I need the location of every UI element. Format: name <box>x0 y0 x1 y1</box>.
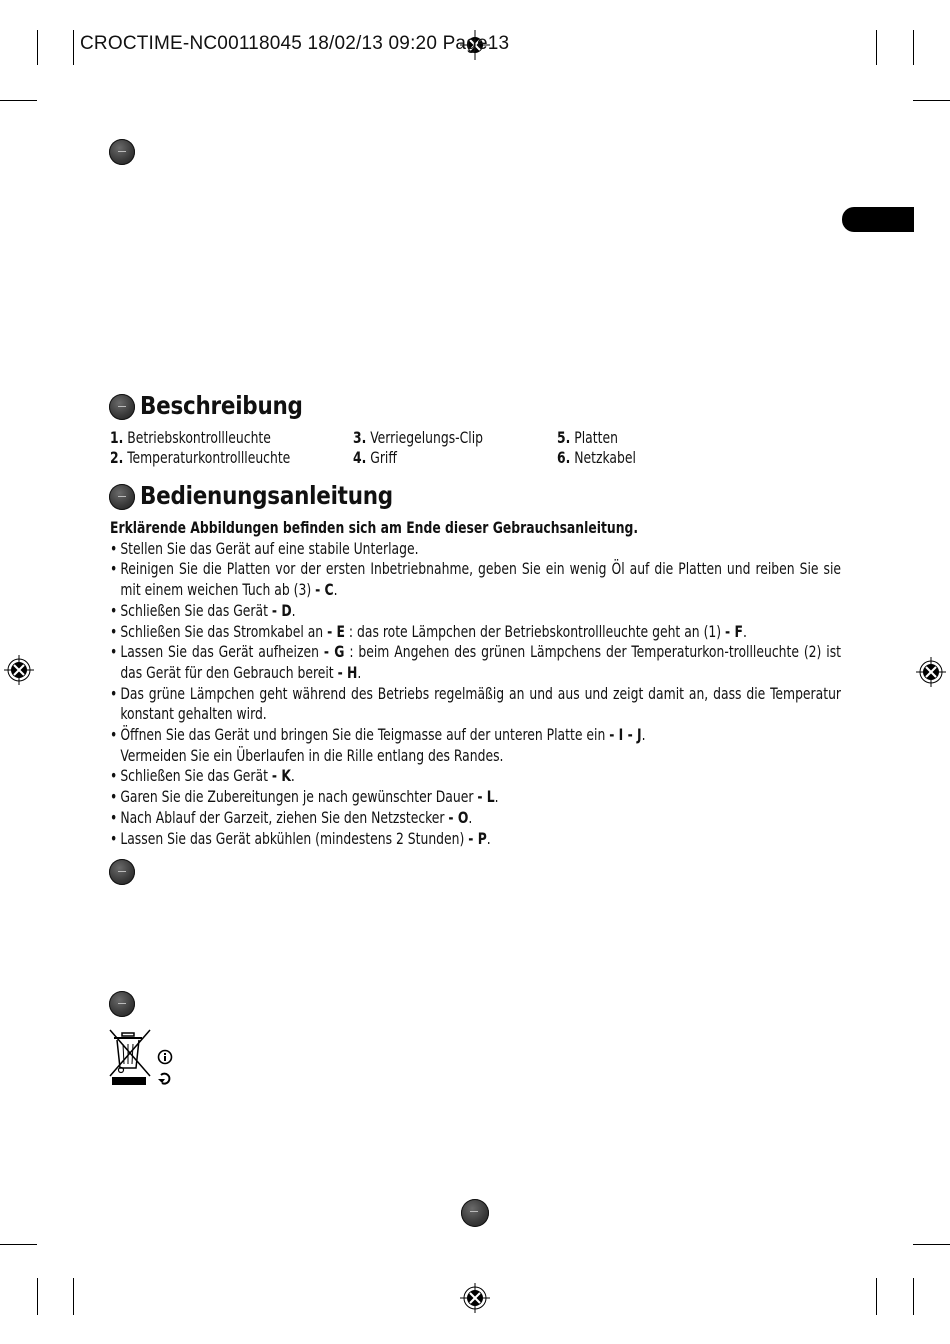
instructions-intro: Erklärende Abbildungen befinden sich am Ende dieser Gebrauchsanleitung. <box>110 518 639 537</box>
recycle-arrow-icon <box>157 1070 173 1086</box>
instruction-bullet: • Schließen Sie das Gerät - D. <box>110 601 841 622</box>
instructions-body <box>110 518 841 849</box>
section-bullet-icon <box>109 139 135 165</box>
description-item <box>353 448 397 469</box>
item-label: Griff <box>370 448 397 467</box>
section-bullet-icon <box>109 991 135 1017</box>
item-label: Betriebskontrollleuchte <box>127 428 271 447</box>
description-item <box>110 428 271 449</box>
description-item <box>557 428 618 449</box>
item-label: Temperaturkontrollleuchte <box>127 448 291 467</box>
language-tab-marker <box>842 207 914 232</box>
crop-mark <box>0 1244 37 1245</box>
page-number-dot <box>461 1199 489 1227</box>
crop-mark <box>37 1278 38 1315</box>
item-label: Netzkabel <box>574 448 636 467</box>
registration-mark-icon <box>4 655 34 685</box>
item-number: 5. <box>557 428 571 447</box>
item-number: 2. <box>110 448 124 467</box>
item-number: 4. <box>353 448 367 467</box>
crop-mark <box>0 100 37 101</box>
instruction-bullet: • Öffnen Sie das Gerät und bringen Sie die Teigmasse auf der unteren Platte ein - I - J. Vermeiden Sie ein Überlaufen in die Rille entlang des Randes. <box>110 725 841 766</box>
weee-crossed-bin-icon <box>108 1028 154 1088</box>
section-bullet-icon <box>109 859 135 885</box>
section-bullet-icon <box>109 484 135 510</box>
crop-mark <box>876 1278 877 1315</box>
description-item <box>557 448 636 469</box>
crop-mark <box>73 30 74 65</box>
crop-mark <box>73 1278 74 1315</box>
section-title-beschreibung: Beschreibung <box>140 391 303 420</box>
instruction-bullet: • Garen Sie die Zubereitungen je nach gewünschter Dauer - L. <box>110 787 841 808</box>
info-icon <box>157 1049 173 1065</box>
item-number: 6. <box>557 448 571 467</box>
instruction-bullet: • Schließen Sie das Gerät - K. <box>110 766 841 787</box>
description-item <box>353 428 483 449</box>
registration-mark-icon <box>460 1283 490 1313</box>
registration-mark-icon <box>916 657 946 687</box>
instruction-bullet: • Nach Ablauf der Garzeit, ziehen Sie den Netzstecker - O. <box>110 808 841 829</box>
description-item <box>110 448 290 469</box>
section-bullet-icon <box>109 394 135 420</box>
item-number: 3. <box>353 428 367 447</box>
crop-mark <box>876 30 877 65</box>
instruction-bullet: • Das grüne Lämpchen geht während des Betriebs regelmäßig an und aus und zeigt damit an, dass die Temperatur konstant gehalten wird. <box>110 684 841 725</box>
instruction-bullet: • Schließen Sie das Stromkabel an - E : das rote Lämpchen der Betriebskontrollleuchte geht an (1) - F. <box>110 622 841 643</box>
crop-mark <box>37 30 38 65</box>
crop-mark <box>913 100 950 101</box>
section-title-bedienungsanleitung: Bedienungsanleitung <box>140 481 393 510</box>
instruction-bullet: • Reinigen Sie die Platten vor der ersten Inbetriebnahme, geben Sie ein wenig Öl auf die Platten und reiben Sie sie mit einem weichen Tuch ab (3) - C. <box>110 559 841 600</box>
item-label: Verriegelungs-Clip <box>370 428 484 447</box>
instruction-bullet: • Stellen Sie das Gerät auf eine stabile Unterlage. <box>110 539 841 560</box>
crop-mark <box>913 1278 914 1315</box>
item-number: 1. <box>110 428 124 447</box>
instruction-bullet: • Lassen Sie das Gerät abkühlen (mindestens 2 Stunden) - P. <box>110 829 841 850</box>
crop-mark <box>913 1244 950 1245</box>
crop-mark <box>913 30 914 65</box>
instruction-bullet: • Lassen Sie das Gerät aufheizen - G : beim Angehen des grünen Lämpchens der Temperaturkon-trollleuchte (2) ist das Gerät für den Gebrauch bereit - H. <box>110 642 841 683</box>
item-label: Platten <box>574 428 618 447</box>
print-slug: CROCTIME-NC00118045 18/02/13 09:20 Page13 <box>80 33 510 54</box>
